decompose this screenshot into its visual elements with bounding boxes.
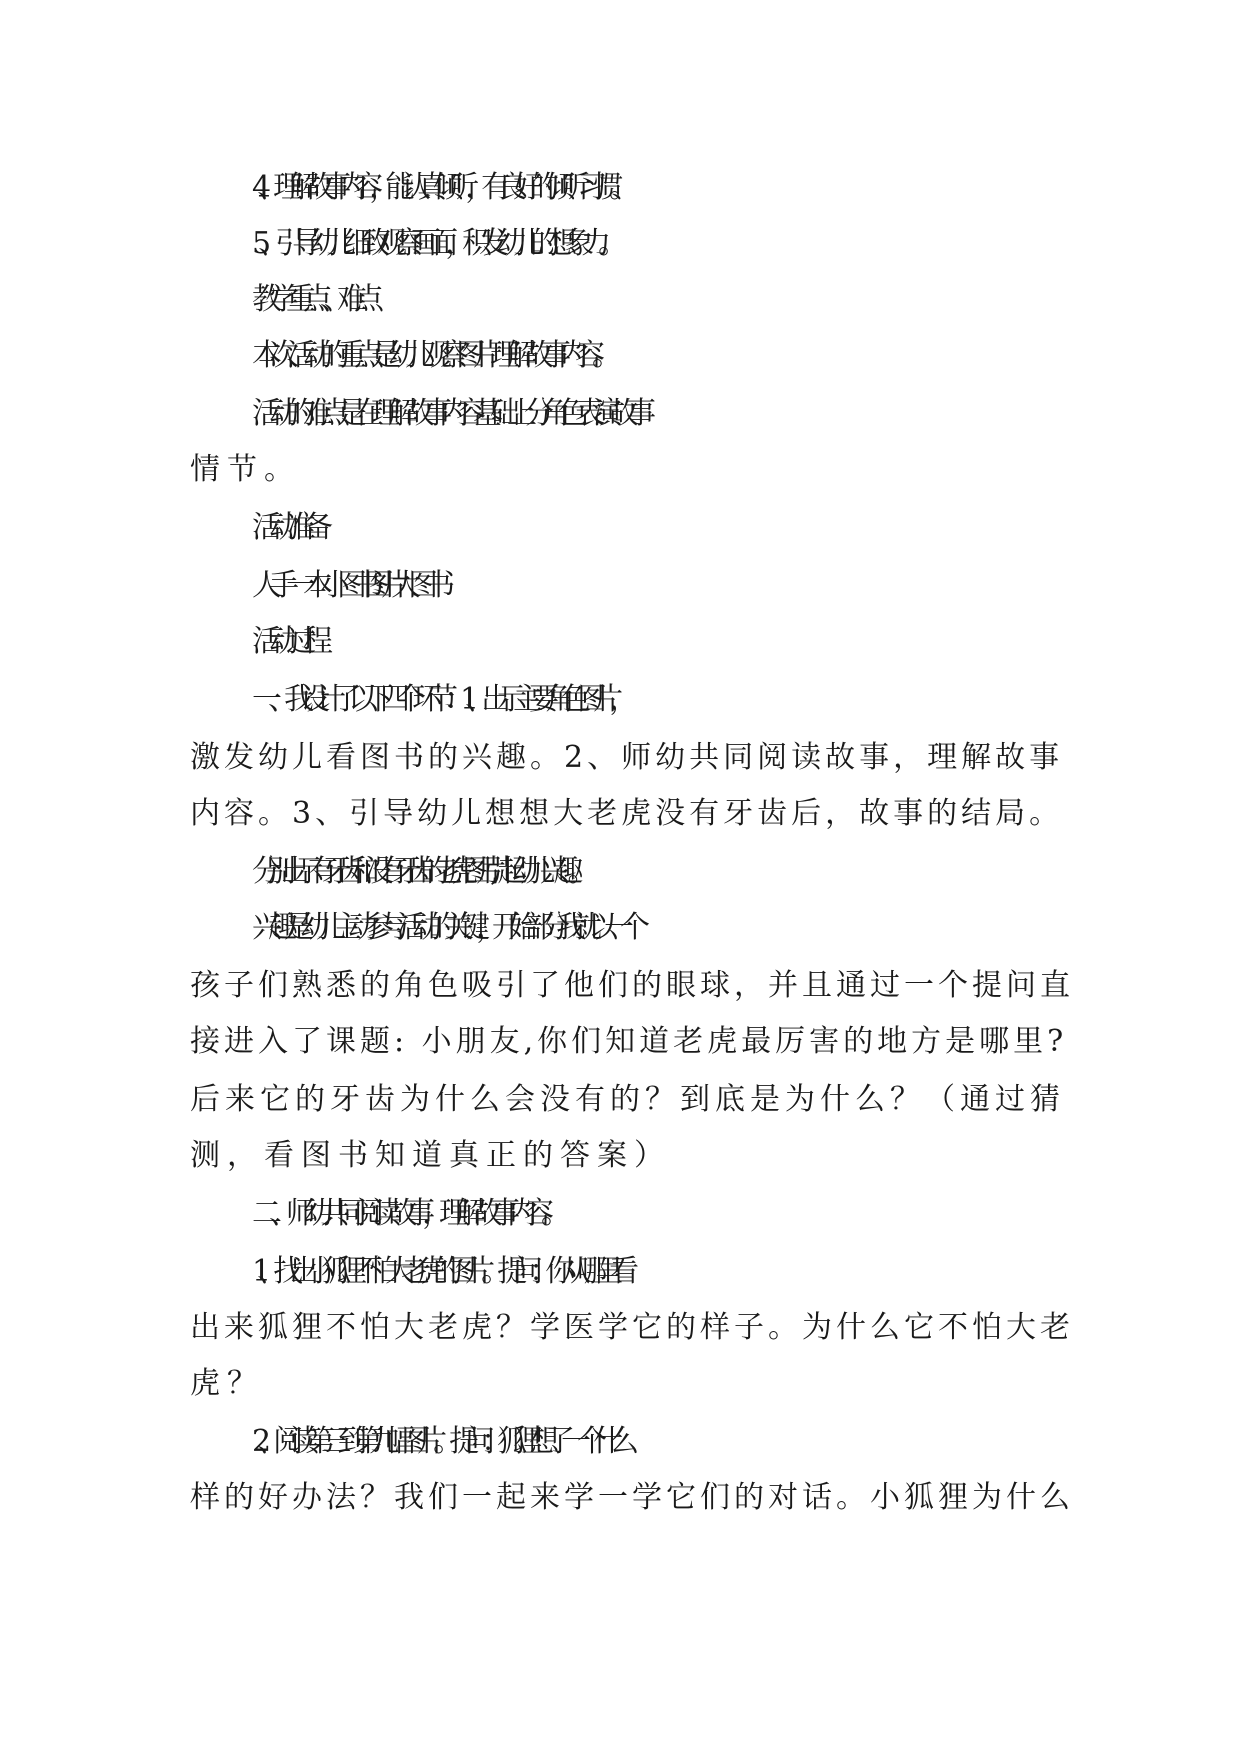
paragraph-line: 1、找出小狐狸不怕大老虎的图片。提问：你从哪里看: [252, 1254, 626, 1289]
section-heading: 活动过程: [252, 624, 320, 659]
paragraph-line: 人手一本小图书 图片 大图书: [252, 568, 443, 603]
section-heading: 活动准备: [252, 510, 320, 545]
paragraph-line: 样的好办法？我们一起来学一学它们的对话。小狐狸为什么: [190, 1480, 1074, 1515]
paragraph-line: 一、我设计了以下四个环节：1、出示主要角色图片，: [252, 682, 626, 717]
paragraph-line: 虎？: [190, 1366, 264, 1401]
section-heading: 二、师幼共同阅读故事，理解故事内容。: [252, 1196, 558, 1231]
paragraph-line: 后来它的牙齿为什么会没有的？到底是为什么？（通过猜: [190, 1082, 1065, 1117]
paragraph-line: 兴趣是幼儿主动参与活动的关键，开始部分我就以一个: [252, 910, 636, 945]
paragraph-line: 活动的难点是在理解故事内容基础上分角色表演故事: [252, 396, 643, 431]
paragraph-line: 出来狐狸不怕大老虎？学医学它的样子。为什么它不怕大老: [190, 1310, 1074, 1345]
paragraph-line: 测，看图书知道真正的答案）: [190, 1138, 671, 1173]
paragraph-line: 2、阅读第三到第九幅图片。提问：狐狸想了一个什么: [252, 1424, 626, 1459]
paragraph-line: 5、引导幼儿细致观察画面，积发幼儿的想象力。: [252, 226, 616, 261]
paragraph-line: 激发幼儿看图书的兴趣。2、师幼共同阅读故事，理解故事: [190, 740, 1064, 775]
paragraph-line: 接进入了课题: 小朋友,你们知道老虎最厉害的地方是哪里?: [190, 1024, 1068, 1059]
paragraph-line: 本次活动的重点是幼儿观察图片理解故事内容。: [252, 338, 609, 373]
paragraph-line: 4、理解故事内容，能认真倾听，有良好的倾听习惯。: [252, 170, 626, 205]
paragraph-line: 情节。: [190, 452, 301, 487]
paragraph-line: 内容。3、引导幼儿想想大老虎没有牙齿后，故事的结局。: [190, 796, 1064, 831]
paragraph-line: 孩子们熟悉的角色吸引了他们的眼球，并且通过一个提问直: [190, 968, 1074, 1003]
paragraph-line: 分别出示有牙齿和没有牙齿的老虎图片,引起幼儿兴趣。: [252, 854, 582, 889]
section-heading: 教学重点、难点: [252, 282, 371, 317]
